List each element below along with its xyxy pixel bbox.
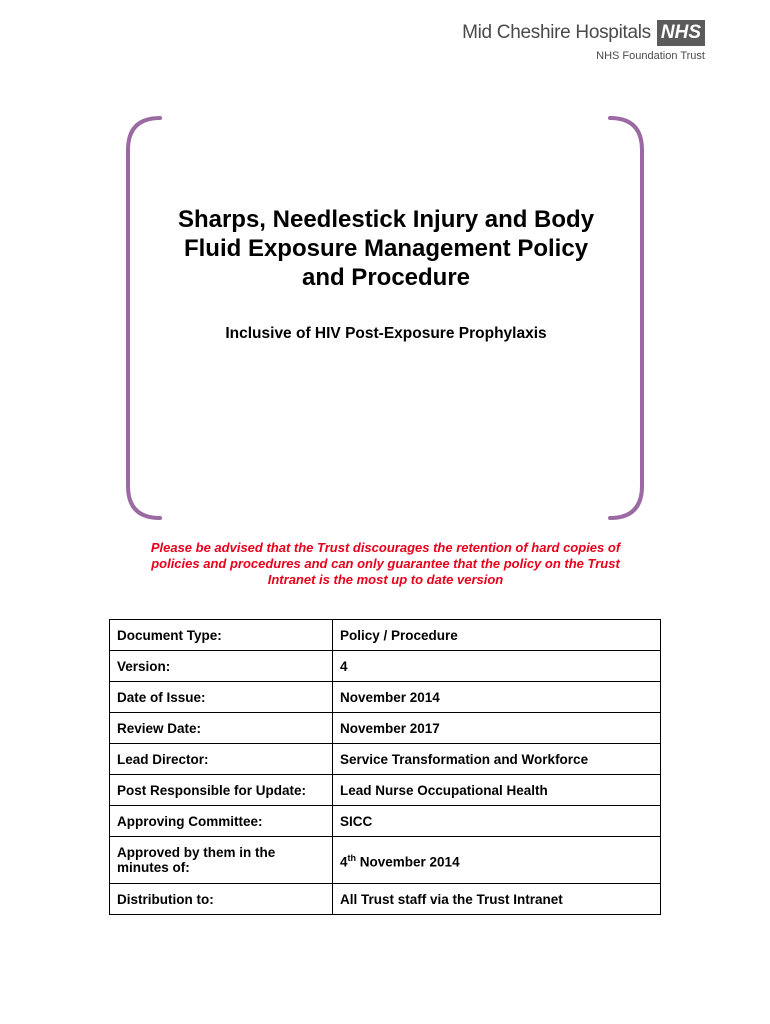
- title-line-3: and Procedure: [301, 264, 471, 291]
- value-day: 4: [340, 854, 348, 870]
- row-label: Approved by them in the minutes of:: [110, 837, 333, 884]
- table-row: [110, 744, 661, 775]
- row-value: Lead Nurse Occupational Health: [333, 775, 661, 806]
- document-title: [140, 205, 632, 292]
- advisory-line-3: Intranet is the most up to date version: [267, 572, 504, 587]
- document-subtitle: Inclusive of HIV Post-Exposure Prophylaxis: [225, 325, 547, 342]
- row-label: Lead Director:: [110, 744, 333, 775]
- title-line-1: Sharps, Needlestick Injury and Body: [177, 206, 595, 233]
- document-info-table: [109, 619, 661, 915]
- row-value: Policy / Procedure: [333, 620, 661, 651]
- table-row: [110, 884, 661, 915]
- org-subtitle: NHS Foundation Trust: [596, 50, 705, 62]
- row-value: [333, 837, 661, 884]
- value-rest: November 2014: [356, 854, 460, 870]
- row-label: Date of Issue:: [110, 682, 333, 713]
- row-label: Post Responsible for Update:: [110, 775, 333, 806]
- row-label: Version:: [110, 651, 333, 682]
- row-label: Document Type:: [110, 620, 333, 651]
- row-value: All Trust staff via the Trust Intranet: [333, 884, 661, 915]
- row-label: Distribution to:: [110, 884, 333, 915]
- row-value: 4: [333, 651, 661, 682]
- table-row: [110, 713, 661, 744]
- table-row: [110, 775, 661, 806]
- advisory-line-1: Please be advised that the Trust discourages the retention of hard copies of: [150, 540, 621, 555]
- title-block: [140, 205, 632, 343]
- title-line-2: Fluid Exposure Management Policy: [183, 235, 589, 262]
- table-row: [110, 620, 661, 651]
- nhs-badge: NHS: [657, 20, 705, 46]
- row-value: November 2017: [333, 713, 661, 744]
- advisory-line-2: policies and procedures and can only guarantee that the policy on the Trust: [151, 556, 620, 571]
- row-label: Review Date:: [110, 713, 333, 744]
- table-row: [110, 806, 661, 837]
- table-row: [110, 651, 661, 682]
- table-row: [110, 682, 661, 713]
- value-ordinal-suffix: th: [347, 852, 357, 863]
- table-row: [110, 837, 661, 884]
- advisory-notice: [110, 540, 661, 588]
- row-value: November 2014: [333, 682, 661, 713]
- org-name: Mid Cheshire Hospitals: [462, 22, 651, 43]
- row-value: Service Transformation and Workforce: [333, 744, 661, 775]
- row-value: SICC: [333, 806, 661, 837]
- row-label: Approving Committee:: [110, 806, 333, 837]
